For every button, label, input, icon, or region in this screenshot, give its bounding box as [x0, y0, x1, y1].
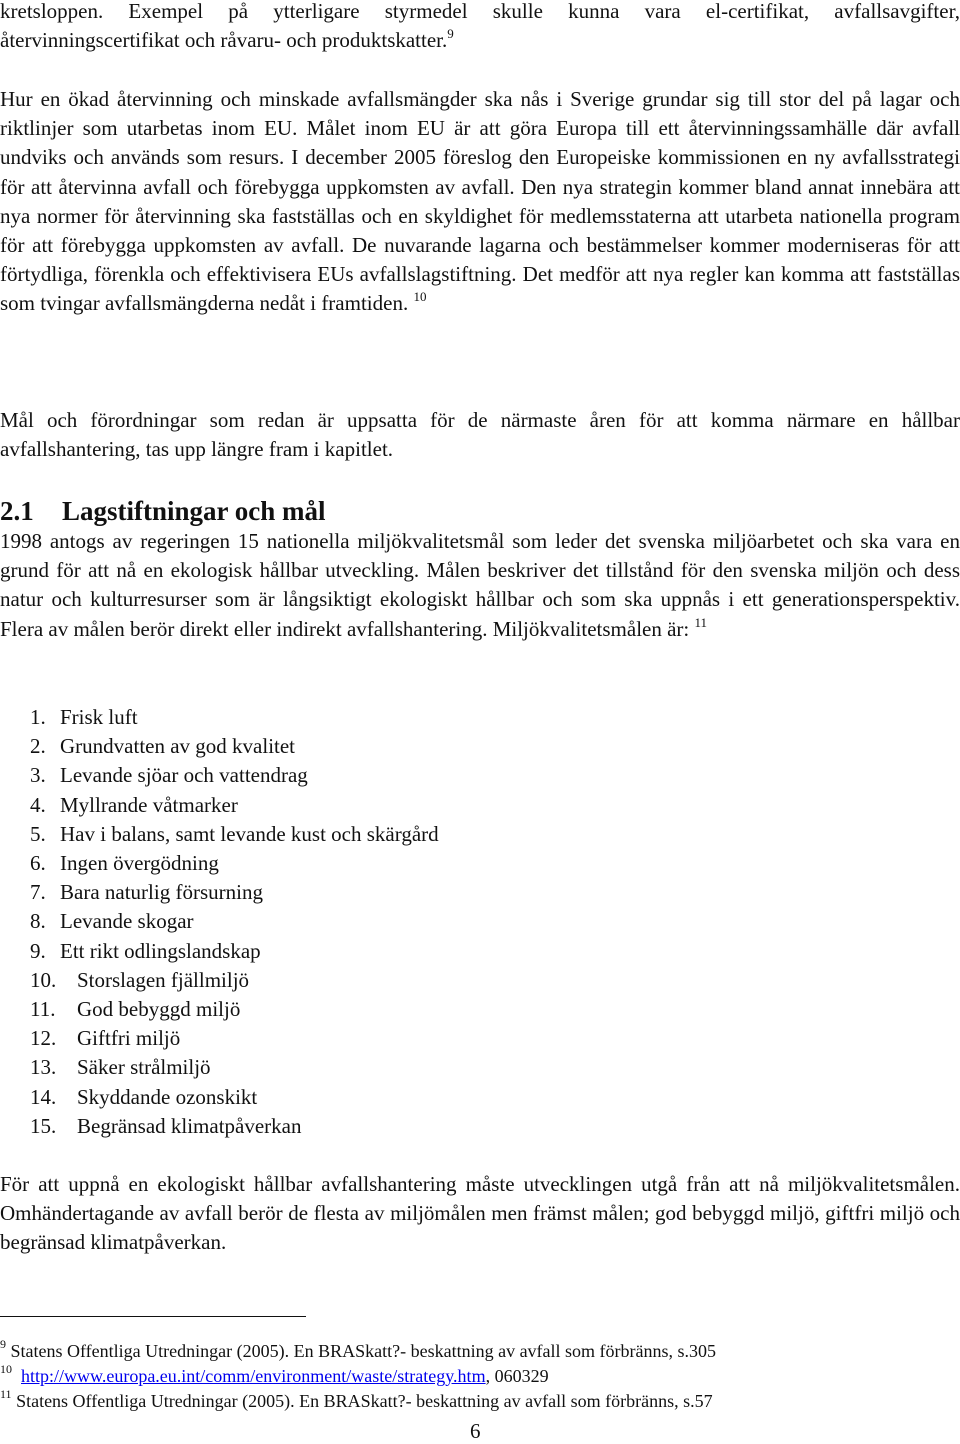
paragraph-environmental-goals	[0, 527, 960, 644]
list-item: 14. Skyddande ozonskikt	[30, 1084, 258, 1109]
list-item: 6. Ingen övergödning	[30, 851, 219, 876]
list-item: 3. Levande sjöar och vattendrag	[30, 763, 308, 788]
footnote-link[interactable]: http://www.europa.eu.int/comm/environment/waste/strategy.htm	[21, 1366, 486, 1386]
paragraph-goals-intro	[0, 406, 960, 464]
footnote-10	[0, 1364, 549, 1388]
list-item: 13. Säker strålmiljö	[30, 1055, 211, 1080]
list-item: 12. Giftfri miljö	[30, 1026, 181, 1051]
list-item: 9. Ett rikt odlingslandskap	[30, 938, 261, 963]
footnote-ref-11: 11	[694, 614, 708, 630]
footnote-9	[0, 1339, 716, 1363]
paragraph-intro	[0, 0, 960, 55]
list-item: 15. Begränsad klimatpåverkan	[30, 1113, 302, 1138]
section-number: 2.1	[0, 496, 34, 526]
paragraph-environmental-goals-text: 1998 antogs av regeringen 15 nationella miljökvalitetsmål som leder det svenska miljöarbetet och ska vara en grund för att nå en ekologisk hållbar utveckling. Målen beskriver det tillstånd för den svenska miljön och dess natur och kulturresurser som är långsiktigt ekologiskt hållbar och som ska uppnås i ett generationsperspektiv. Flera av målen berör direkt eller indirekt avfallshantering. Miljökvalitetsmålen är:	[0, 529, 960, 641]
section-title: Lagstiftningar och mål	[62, 496, 326, 526]
paragraph-eu-text: Hur en ökad återvinning och minskade avfallsmängder ska nås i Sverige grundar sig till stor del på lagar och riktlinjer som utarbetas inom EU. Målet inom EU är att göra Europa till ett återvinningssamhälle där avfall undviks och används som resurs. I december 2005 föreslog den Europeiske kommissionen en ny avfallsstrategi för att återvinna avfall och förebygga uppkomsten av avfall. Den nya strategin kommer bland annat innebära att nya normer för återvinning ska fastställas och en skyldighet för medlemsstaterna att utarbeta nationella program för att förebygga uppkomsten av avfall. De nuvarande lagarna och bestämmelser kommer moderniseras för att förtydliga, förenkla och effektivisera EUs avfallslagstiftning. Det medför att nya regler kan komma att fastställas som tvingar avfallsmängderna nedåt i framtiden.	[0, 87, 960, 316]
list-item: 11. God bebyggd miljö	[30, 997, 241, 1022]
footnote-number: 9	[0, 1337, 6, 1351]
section-heading	[0, 494, 326, 528]
paragraph-conclusion-text: För att uppnå en ekologiskt hållbar avfallshantering måste utvecklingen utgå från att nå miljökvalitetsmålen. Omhändertagande av avfall berör de flesta av miljömålen men främst målen; god bebyggd miljö, giftfri miljö och begränsad klimatpåverkan.	[0, 1172, 960, 1255]
footnote-number: 11	[0, 1387, 12, 1401]
footnote-number: 10	[0, 1362, 12, 1376]
list-item: 1. Frisk luft	[30, 705, 138, 729]
footnote-date: , 060329	[485, 1366, 549, 1386]
list-item: 2. Grundvatten av god kvalitet	[30, 734, 296, 759]
footnote-text: Statens Offentliga Utredningar (2005). En BRASkatt?- beskattning av avfall som förbränns, s.305	[10, 1341, 717, 1361]
footnote-ref-9: 9	[447, 26, 454, 42]
list-item: 10. Storslagen fjällmiljö	[30, 967, 250, 992]
footnote-ref-10: 10	[413, 289, 427, 305]
paragraph-eu	[0, 85, 960, 319]
list-item: 8. Levande skogar	[30, 909, 194, 934]
environmental-goals-list	[30, 703, 439, 1141]
list-item: 4. Myllrande våtmarker	[30, 792, 238, 817]
paragraph-conclusion	[0, 1170, 960, 1258]
list-item: 5. Hav i balans, samt levande kust och skärgård	[30, 821, 439, 846]
footnote-11	[0, 1389, 713, 1413]
page-number: 6	[470, 1419, 481, 1443]
list-item: 7. Bara naturlig försurning	[30, 880, 263, 905]
paragraph-intro-text: kretsloppen. Exempel på ytterligare styrmedel skulle kunna vara el-certifikat, avfallsavgifter, återvinningscertifikat och råvaru- och produktskatter.	[0, 0, 960, 53]
footnote-separator	[0, 1316, 306, 1317]
paragraph-goals-intro-text: Mål och förordningar som redan är uppsatta för de närmaste åren för att komma närmare en hållbar avfallshantering, tas upp längre fram i kapitlet.	[0, 408, 960, 462]
footnote-text: Statens Offentliga Utredningar (2005). En BRASkatt?- beskattning av avfall som förbränns, s.57	[16, 1391, 713, 1411]
